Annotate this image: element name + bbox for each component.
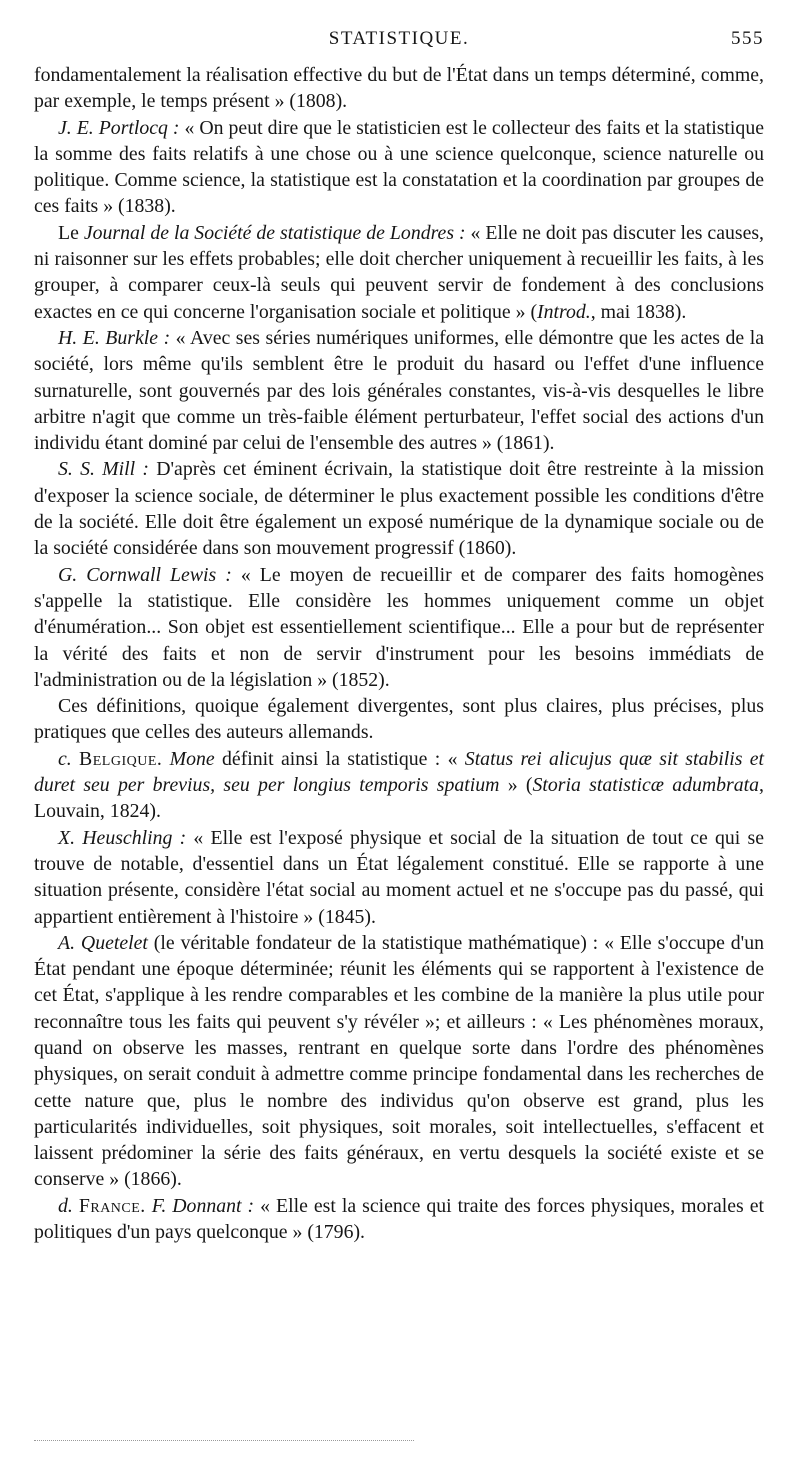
paragraph-journal-londres [34, 220, 764, 325]
paragraph-tail: , Louvain, 1824). [34, 774, 764, 823]
paragraph-text: « On peut dire que le statisticien est le collecteur des faits et la statistique la somme des faits relatifs à une chose ou à une science quelconque, science naturelle ou politique. Comme science, la statistique est la constatation et la coordination par groupes de ces faits » (1838). [34, 116, 764, 218]
author-name: J. E. Portlocq : [58, 116, 180, 139]
author-name: G. Cornwall Lewis : [58, 563, 232, 586]
paragraph-belgique [34, 746, 764, 825]
country-heading: Belgique. [79, 747, 163, 770]
paragraph-portlocq [34, 115, 764, 220]
page-number: 555 [731, 28, 764, 49]
paragraph-text: (le véritable fondateur de la statistique mathématique) : « Elle s'occupe d'un État pendant une époque déterminée; réunit les éléments qui se rapportent à l'existence de cet État, s'applique à les rendre comparables et les combine de la manière la plus utile pour reconnaître tous les faits qui peuvent s'y révéler »; et ailleurs : « Les phénomènes moraux, quand on observe les masses, rentrant en quelque sorte dans l'ordre des phénomènes physiques, on serait conduit à admettre comme principe fondamental dans les recherches de cette nature que, plus le nombre des individus qu'on observe est grand, plus les particularités individuelles, soit physiques, soit morales, soit intellectuelles, s'effacent et laissent prédominer la série des faits généraux, en vertu desquels la société existe et se conserve » (1866). [34, 931, 764, 1191]
country-heading: France. [78, 1194, 146, 1217]
paragraph-text: Ces définitions, quoique également divergentes, sont plus claires, plus précises, plus pratiques que celles des auteurs allemands. [34, 695, 764, 744]
section-label: c. [58, 747, 80, 770]
paragraph-text: D'après cet éminent écrivain, la statistique doit être restreinte à la mission d'exposer la science sociale, de déterminer le plus exactement possible les conditions d'être de la société. Elle doit être également un exposé numérique de la dynamique sociale ou de la société considérée dans son mouvement progressif (1860). [34, 458, 765, 560]
paragraph-lead: Le [58, 221, 84, 244]
running-header [34, 28, 764, 62]
paragraph-quetelet [34, 930, 764, 1193]
author-name: S. S. Mill : [58, 458, 149, 481]
paragraph-burkle [34, 325, 764, 456]
author-name: X. Heuschling : [58, 826, 187, 849]
paragraph-text: « Elle ne doit pas discuter les causes, ni raisonner sur les effets probables; elle doit chercher uniquement à recueillir les faits, à les grouper, à comparer ceux-là seuls qui peuvent servir de fondement à des conclusions exactes en ce qui concerne l'organisation sociale et politique » ( [34, 221, 764, 323]
paragraph-mill [34, 456, 764, 561]
paragraph-close: » ( [499, 774, 533, 797]
footer-dotted-rule [34, 1440, 414, 1441]
reference-italic: Introd. [537, 300, 591, 323]
latin-quote: Status rei alicujus quæ sit stabilis et duret seu per brevius, seu per longius temporis spatium [34, 747, 765, 797]
paragraph-tail: , mai 1838). [590, 300, 687, 323]
running-title: STATISTIQUE. [328, 28, 470, 49]
work-title: Storia statisticæ adumbrata [532, 774, 760, 797]
paragraph-text: « Le moyen de recueillir et de comparer des faits homogènes s'appelle la statistique. Elle considère les hommes uniquement comme un objet d'énumération... Son objet est essentiellement scientifique... Elle a pour but de représenter la vérité des faits et non de servir d'instrument pour les besoins immédiats de l'administration ou de la législation » (1852). [34, 563, 765, 691]
paragraph-lewis [34, 562, 764, 693]
paragraph-text: définit ainsi la statistique : « [214, 747, 465, 770]
paragraph-text: « Elle est l'exposé physique et social de la situation de tout ce qui se trouve de notable, d'essentiel dans un État légalement constitué. Elle se rapporte à une situation présente, considère l'état social au moment actuel et ne s'occupe pas du passé, qui appartient entièrement à l'histoire » (1845). [34, 826, 764, 928]
paragraph-summary [34, 693, 764, 746]
author-name: F. Donnant : [151, 1194, 255, 1217]
author-name: H. E. Burkle : [58, 326, 171, 349]
body-text [34, 62, 764, 1245]
journal-title: Journal de la Société de statistique de Londres : [83, 221, 466, 244]
section-label: d. [58, 1194, 79, 1217]
paragraph-heuschling [34, 825, 764, 930]
paragraph-text: fondamentalement la réalisation effective du but de l'État dans un temps déterminé, comme, par exemple, le temps présent » (1808). [34, 64, 764, 113]
page [34, 28, 764, 1245]
paragraph-france [34, 1193, 764, 1246]
paragraph-1 [34, 62, 764, 115]
author-name: A. Quetelet [58, 931, 148, 954]
author-name: Mone [169, 747, 215, 770]
paragraph-text: « Avec ses séries numériques uniformes, elle démontre que les actes de la société, lors même qu'ils semblent être le produit du hasard ou l'effet d'une influence surnaturelle, sont gouvernés par des lois générales constantes, vis-à-vis desquelles le libre arbitre n'agit que comme un très-faible élément perturbateur, l'effet social des actions d'un individu étant dominé par celui de l'ensemble des autres » (1861). [34, 326, 764, 455]
paragraph-text: « Elle est la science qui traite des forces physiques, morales et politiques d'un pays quelconque » (1796). [34, 1194, 764, 1244]
